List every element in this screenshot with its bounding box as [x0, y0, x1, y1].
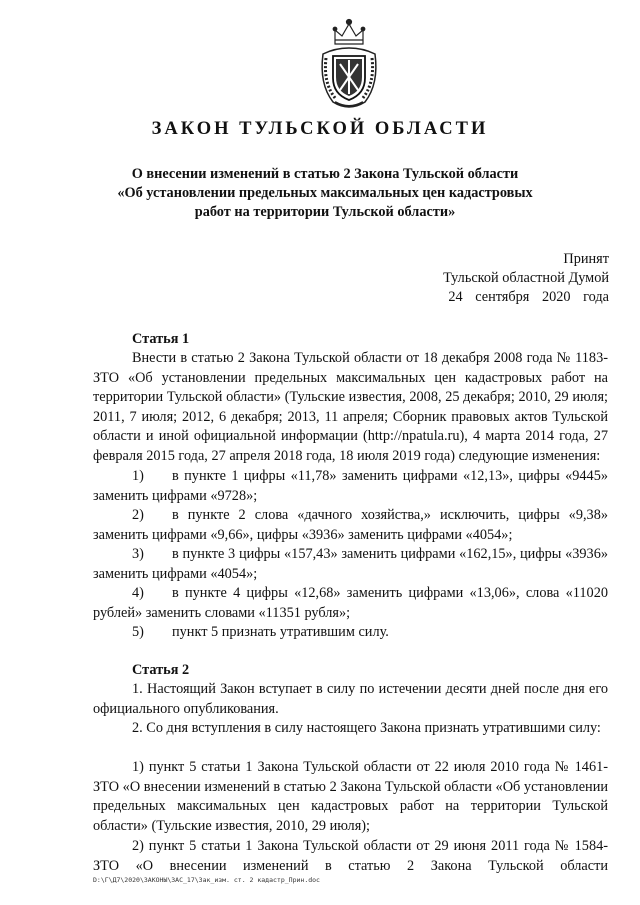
- article-2-paragraph-3: 1) пункт 5 статьи 1 Закона Тульской области от 22 июля 2010 года № 1461-ЗТО «О внесении изменений в статью 2 Закона Тульской области «Об установлении предельных максимальных цен кадастровых работ на территории Тульской области» (Тульские известия, 2010, 29 июля);: [93, 759, 608, 834]
- subtitle-line: работ на территории Тульской области»: [194, 204, 456, 220]
- item-text: в пункте 4 цифры «12,68» заменить цифрами «13,06», слова «11020 рублей» заменить словами «11351 рубля»;: [93, 585, 608, 621]
- article-1-intro: Внести в статью 2 Закона Тульской области от 18 декабря 2008 года № 1183-ЗТО «Об установлении предельных максимальных цен кадастровых работ на территории Тульской области» (Тульские известия, 2008, 25 декабря; 2010, 29 июля; 2011, 7 июля; 2012, 6 декабря; 2013, 11 апреля; Сборник правовых актов Тульской области и иной официальной информации (http://npatula.ru), 4 марта 2014 года, 27 февраля 2015 года, 27 апреля 2018 года, 18 июля 2019 года) следующие изменения:: [93, 350, 608, 464]
- law-title: ЗАКОН ТУЛЬСКОЙ ОБЛАСТИ: [151, 119, 489, 139]
- article-2-paragraph-4: 2) пункт 5 статьи 1 Закона Тульской области от 29 июня 2011 года № 1584-ЗТО «О внесении изменений в статью 2 Закона Тульской области: [93, 838, 608, 874]
- item-number: 1): [132, 468, 144, 484]
- item-text: в пункте 2 слова «дачного хозяйства,» исключить, цифры «9,38» заменить цифрами «9,66», цифры «3936» заменить цифрами «4054»;: [93, 507, 608, 543]
- article-1-item-2: [93, 506, 608, 545]
- article-1-heading: Статья 1: [132, 331, 190, 347]
- file-path-footer: D:\Г\Д7\2020\ЗАКОНЫ\ЗАС_17\Зак_изм. ст. 2 кадастр_Прин.doc: [93, 876, 320, 884]
- adopted-date: 24 сентября 2020 года: [448, 289, 609, 305]
- item-text: в пункте 1 цифры «11,78» заменить цифрами «12,13», цифры «9445» заменить цифрами «9728»;: [93, 468, 608, 504]
- article-2-paragraph-1: 1. Настоящий Закон вступает в силу по истечении десяти дней после дня его официального опубликования.: [93, 681, 608, 717]
- item-number: 4): [132, 585, 144, 601]
- item-text: пункт 5 признать утратившим силу.: [172, 624, 389, 640]
- adoption-block: [443, 250, 609, 307]
- item-number: 5): [132, 624, 144, 640]
- article-1-item-5: [93, 623, 608, 643]
- item-text: в пункте 3 цифры «157,43» заменить цифрами «162,15», цифры «3936» заменить цифрами «4054»;: [93, 546, 608, 582]
- article-2-paragraph-2: 2. Со дня вступления в силу настоящего Закона признать утратившими силу:: [132, 720, 601, 736]
- subtitle-line: «Об установлении предельных максимальных цен кадастровых: [117, 185, 533, 201]
- item-number: 3): [132, 546, 144, 562]
- tula-coat-of-arms-icon: [313, 14, 385, 114]
- adopted-body: Тульской областной Думой: [443, 270, 609, 286]
- article-1-item-1: [93, 467, 608, 506]
- article-2-heading: Статья 2: [132, 662, 190, 678]
- subtitle-line: О внесении изменений в статью 2 Закона Тульской области: [131, 166, 519, 182]
- item-number: 2): [132, 507, 144, 523]
- law-subtitle: [110, 165, 540, 222]
- article-1-item-4: [93, 584, 608, 623]
- article-1-item-3: [93, 545, 608, 584]
- adopted-label: Принят: [563, 251, 609, 267]
